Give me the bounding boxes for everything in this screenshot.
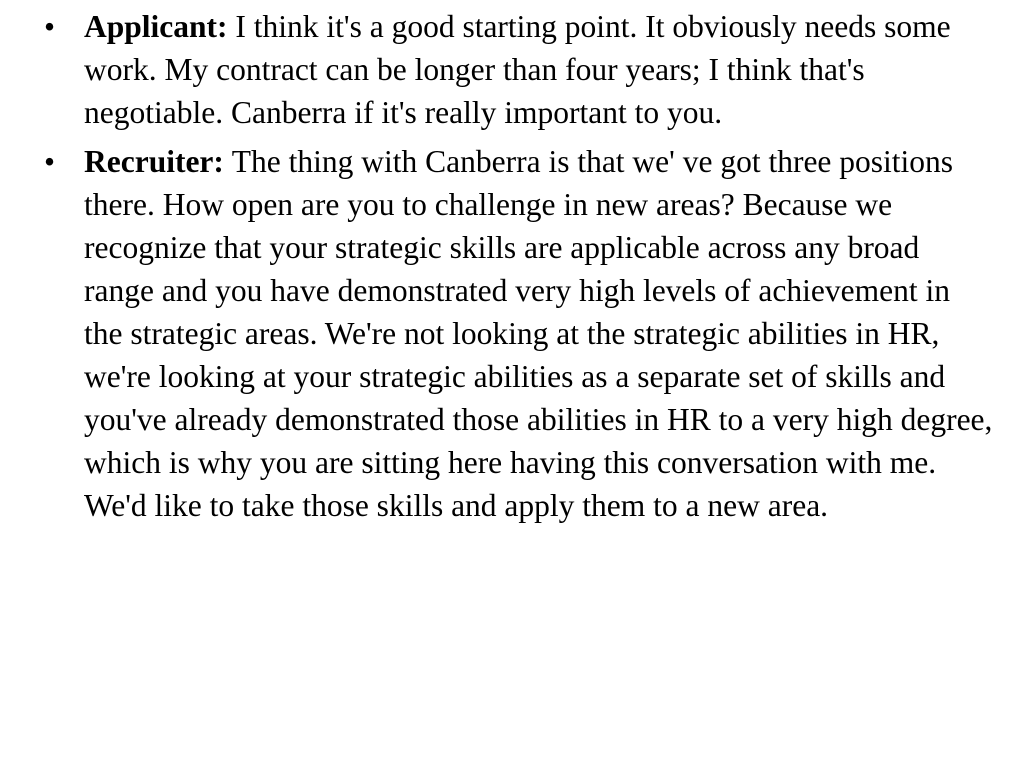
dialogue-item-recruiter [44, 140, 994, 527]
speaker-label: Recruiter: [84, 144, 232, 179]
dialogue-list [44, 5, 994, 527]
dialogue-item-applicant [44, 5, 994, 134]
bullet-dot-icon: • [44, 9, 56, 44]
speaker-label: Applicant: [84, 9, 236, 44]
dialogue-text: I think it's a good starting point. It obviously needs some work. My contract can be longer than four years; I think that's negotiable. Canberra if it's really important to you. [84, 9, 951, 130]
dialogue-text: The thing with Canberra is that we' ve got three positions there. How open are you to challenge in new areas? Because we recognize that your strategic skills are applicable across any broad range and you have demonstrated very high levels of achievement in the strategic areas. We're not looking at the strategic abilities in HR, we're looking at your strategic abilities as a separate set of skills and you've already demonstrated those abilities in HR to a very high degree, which is why you are sitting here having this conversation with me. We'd like to take those skills and apply them to a new area. [84, 144, 993, 523]
bullet-dot-icon: • [44, 144, 56, 179]
